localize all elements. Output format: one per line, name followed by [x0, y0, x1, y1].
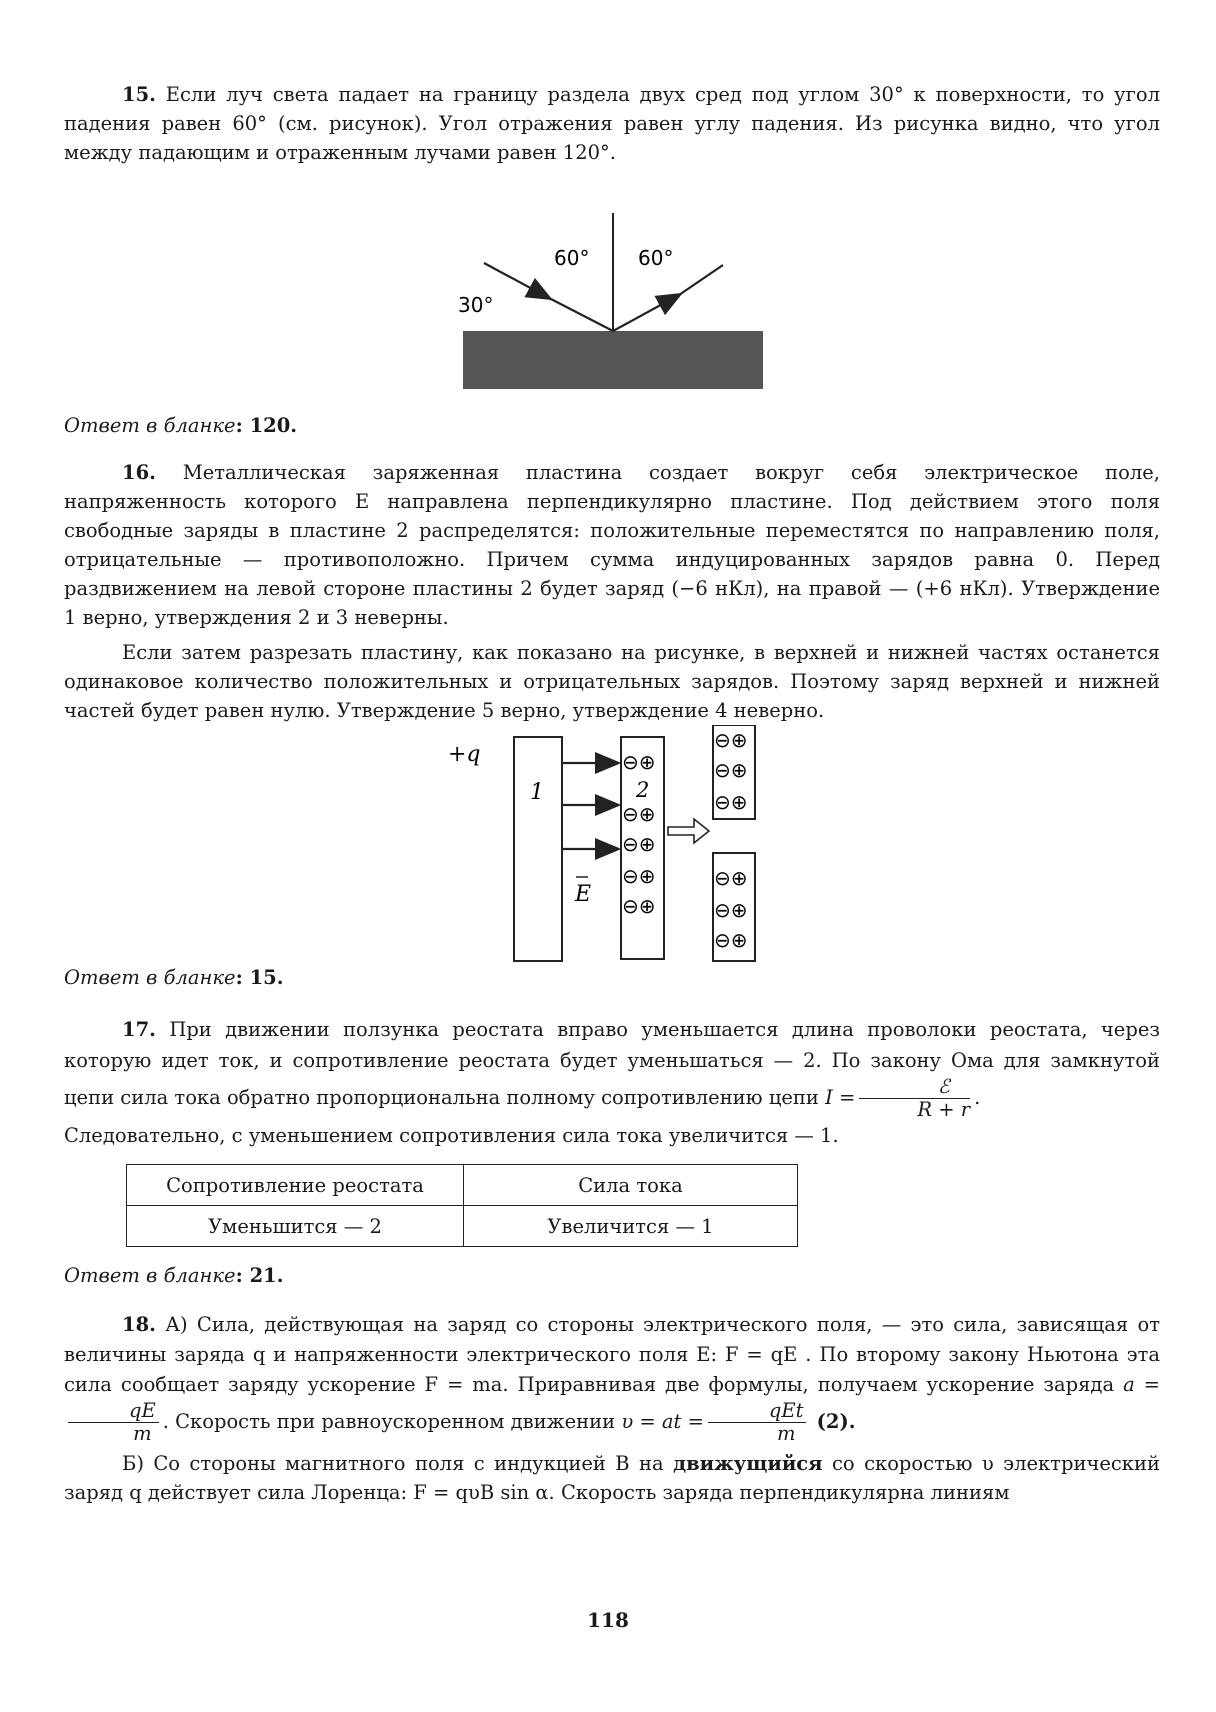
charge-pair: ⊖⊕ [714, 898, 748, 922]
problem-text: А) Сила, действующая на заряд со стороны электрического поля, — это сила, зависящая от величины заряда q и напряженности электрического поля E: F = qE . По второму закону Ньютона эта сила сообщает заряду ускорение F = ma. Приравнивая две формулы, получаем ускорение заряда [64, 1313, 1160, 1396]
problem-text: Металлическая заряженная пластина создает вокруг себя электрическое поле, напряженность которого E направлена перпендикулярно пластине. Под действием этого поля свободные заряды в пластине 2 распределятся: положительные переместятся по направлению поля, отрицательные — противоположно. Причем сумма индуцированных зарядов равна 0. Перед раздвижением на левой стороне пластины 2 будет заряд (−6 нКл), на правой — (+6 нКл). Утверждение 1 верно, утверждения 2 и 3 неверны. [64, 461, 1160, 629]
table-cell: Увеличится — 1 [464, 1206, 798, 1247]
plate-1 [514, 737, 562, 961]
problem-15 [64, 80, 1160, 167]
answer-label: Ответ в бланке [64, 1264, 236, 1287]
table-cell: Уменьшится — 2 [127, 1206, 464, 1247]
charge-pair: ⊖⊕ [622, 750, 656, 774]
problem-number: 15. [122, 83, 156, 106]
problem-17 [64, 1014, 1160, 1121]
table-header: Сила тока [464, 1165, 798, 1206]
table-row [127, 1206, 798, 1247]
velocity-formula-lhs: υ = at = [621, 1410, 704, 1433]
charge-pair: ⊖⊕ [714, 928, 748, 952]
page-number: 118 [587, 1608, 629, 1632]
plates-figure [64, 725, 1160, 963]
formula-ref: (2). [816, 1410, 856, 1433]
field-label: E [575, 882, 592, 907]
charge-pair: ⊖⊕ [622, 802, 656, 826]
charge-pair: ⊖⊕ [622, 894, 656, 918]
formula-numerator: qEt [708, 1400, 807, 1423]
surface [463, 331, 763, 389]
reflection-diagram [64, 167, 1160, 389]
answer-value: : 120. [235, 414, 298, 437]
answer-16 [64, 963, 1160, 992]
ohm-formula-lhs: I = [825, 1086, 856, 1109]
reflection-figure [64, 167, 1160, 389]
velocity-formula [708, 1400, 807, 1445]
answer-table [126, 1164, 798, 1247]
problem-16 [64, 458, 1160, 632]
charge-pair: ⊖⊕ [714, 728, 748, 752]
answer-value: : 15. [235, 966, 284, 989]
charge-label: +q [448, 742, 481, 767]
charge-pair: ⊖⊕ [622, 832, 656, 856]
problem-18 [64, 1310, 1160, 1445]
problem-18-part-b [64, 1449, 1160, 1507]
formula-denominator: m [776, 1422, 796, 1445]
problem-text: Если луч света падает на границу раздела двух сред под углом 30° к поверхности, то угол падения равен 60° (см. рисунок). Угол отражения равен углу падения. Из рисунка видно, что угол между падающим и отраженным лучами равен 120°. [64, 83, 1160, 164]
answer-label: Ответ в бланке [64, 414, 236, 437]
accel-formula [68, 1400, 159, 1445]
problem-text: Б) Со стороны магнитного поля с индукцией B на [122, 1452, 664, 1475]
problem-text: со скоростью υ электрический заряд q действует сила Лоренца: F = qυB sin α. Скорость заряда перпендикулярна линиям [64, 1452, 1160, 1504]
ohm-formula [859, 1076, 970, 1121]
formula-denominator: m [133, 1422, 152, 1445]
charge-pair: ⊖⊕ [714, 866, 748, 890]
page-content [64, 80, 1160, 1507]
plate-2-label: 2 [636, 778, 650, 802]
angle-label-incidence: 60° [554, 246, 590, 270]
formula-numerator: ℰ [859, 1076, 970, 1099]
problem-16-continued: Если затем разрезать пластину, как показано на рисунке, в верхней и нижней частях останется одинаковое количество положительных и отрицательных зарядов. Поэтому заряд верхней и нижней частей будет равен нулю. Утверждение 5 верно, утверждение 4 неверно. [64, 641, 1160, 722]
charge-pair: ⊖⊕ [714, 790, 748, 814]
formula-numerator: qE [68, 1400, 159, 1423]
plates-diagram [64, 725, 1160, 963]
charge-pair: ⊖⊕ [714, 758, 748, 782]
incident-ray [484, 263, 549, 298]
problem-number: 18. [122, 1313, 156, 1336]
answer-17 [64, 1261, 1160, 1290]
formula-end: . [974, 1086, 981, 1109]
problem-text: При движении ползунка реостата вправо уменьшается длина проволоки реостата, через которую идет ток, и сопротивление реостата будет уменьшаться — 2. По закону Ома для замкнутой цепи сила тока обратно пропорциональна полному сопротивлению цепи [64, 1018, 1161, 1109]
problem-17-continued: Следовательно, с уменьшением сопротивления сила тока увеличится — 1. [64, 1124, 839, 1147]
charge-pair: ⊖⊕ [622, 864, 656, 888]
formula-denominator: R + r [917, 1098, 971, 1121]
reflected-ray [613, 295, 679, 331]
accel-formula-lhs: a = [1123, 1373, 1161, 1396]
problem-number: 17. [122, 1018, 156, 1041]
problem-number: 16. [122, 461, 156, 484]
emphasis: движущийся [673, 1452, 823, 1475]
angle-label-reflection: 60° [638, 246, 674, 270]
plate-1-label: 1 [530, 780, 544, 805]
problem-text: . Скорость при равноускоренном движении [162, 1410, 616, 1433]
table-header: Сопротивление реостата [127, 1165, 464, 1206]
angle-label-surface: 30° [458, 293, 494, 317]
answer-value: : 21. [235, 1264, 284, 1287]
table-header-row [127, 1165, 798, 1206]
answer-label: Ответ в бланке [64, 966, 236, 989]
answer-15 [64, 411, 1160, 440]
cut-arrow [668, 819, 709, 843]
